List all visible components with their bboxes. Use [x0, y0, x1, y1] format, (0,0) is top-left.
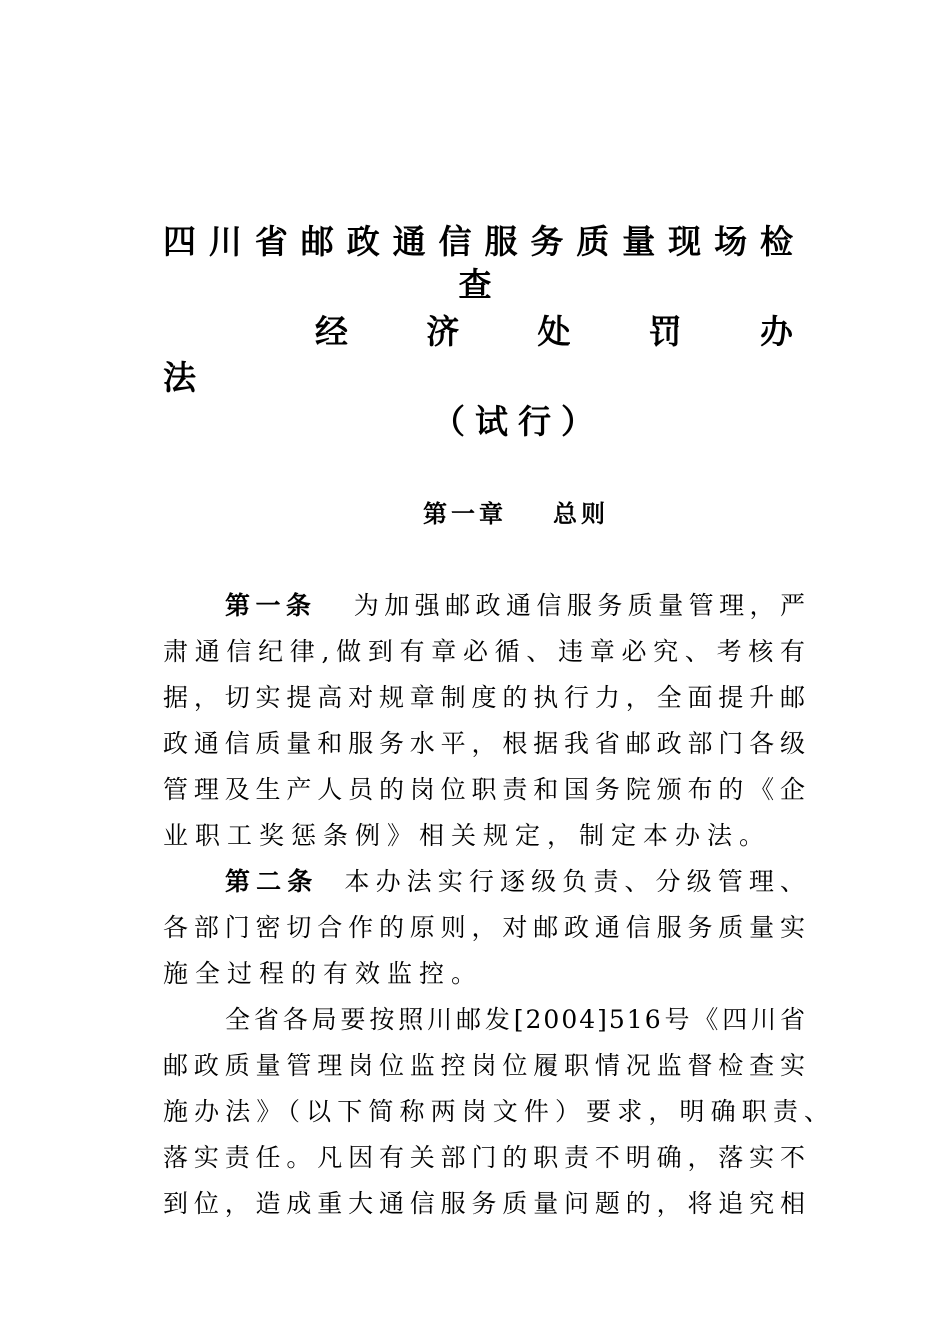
article-2-line-1 [225, 865, 807, 899]
document-title-line-4: 法 [163, 358, 196, 397]
paragraph-3-line-4: 落实责任。凡因有关部门的职责不明确，落实不 [163, 1143, 807, 1172]
article-1-line-5: 管理及生产人员的岗位职责和国务院颁布的《企 [163, 775, 807, 804]
paragraph-3-line-1: 全省各局要按照川邮发[2004]516号《四川省 [225, 1005, 807, 1034]
article-2-label: 第二条 [225, 867, 319, 896]
article-1-text-1: 为加强邮政通信服务质量管理，严 [350, 591, 807, 620]
article-2-line-2: 各部门密切合作的原则，对邮政通信服务质量实 [163, 913, 807, 942]
article-2-line-3: 施全过程的有效监控。 [163, 959, 484, 988]
article-2-text-1: 本办法实行逐级负责、分级管理、 [340, 867, 807, 896]
article-1-line-3: 据，切实提高对规章制度的执行力，全面提升邮 [163, 683, 807, 712]
article-1-label: 第一条 [225, 591, 317, 620]
document-subtitle-trial: （试行） [432, 402, 604, 441]
article-1-line-2: 肃通信纪律,做到有章必循、违章必究、考核有 [163, 637, 807, 666]
chapter-number: 第一章 [423, 500, 507, 528]
article-1-line-6: 业职工奖惩条例》相关规定，制定本办法。 [163, 821, 772, 850]
paragraph-3-line-5: 到位，造成重大通信服务质量问题的，将追究相 [163, 1189, 807, 1218]
chapter-heading [423, 498, 609, 530]
chapter-name: 总则 [553, 500, 609, 528]
paragraph-3-line-2: 邮政质量管理岗位监控岗位履职情况监督检查实 [163, 1051, 807, 1080]
document-title-line-2: 查 [458, 265, 492, 304]
paragraph-3-line-3: 施办法》（以下简称两岗文件）要求，明确职责、 [163, 1097, 831, 1126]
document-title-line-3: 经济处罚办 [315, 312, 793, 351]
article-1-line-1 [225, 589, 807, 623]
document-title-line-1: 四川省邮政通信服务质量现场检 [163, 222, 793, 261]
article-1-line-4: 政通信质量和服务水平，根据我省邮政部门各级 [163, 729, 807, 758]
